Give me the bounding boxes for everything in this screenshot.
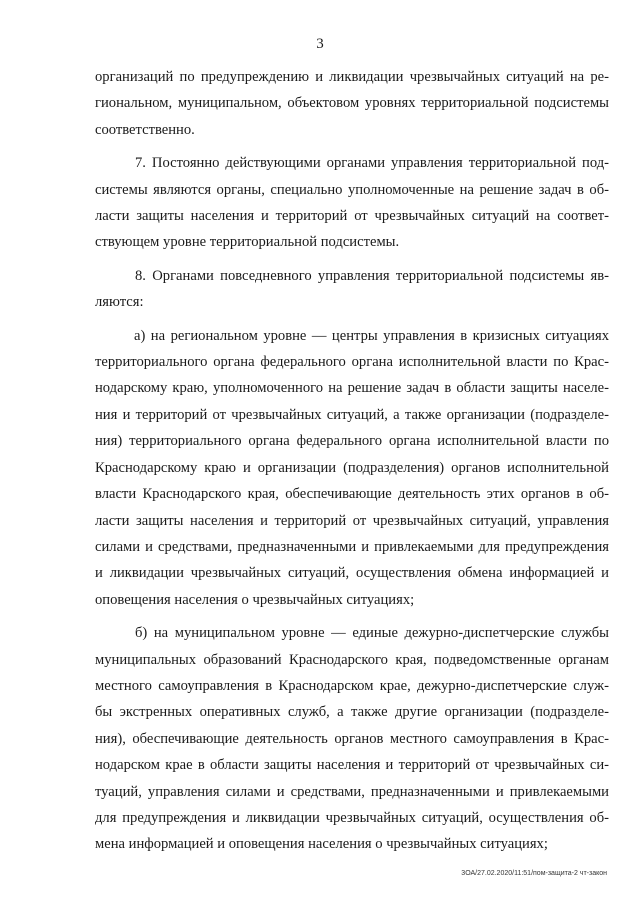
text-line: для предупреждения и ликвидации чрезвычайных ситуаций, осуществления об- (95, 809, 609, 826)
page-number: 3 (316, 36, 324, 52)
text-line: гиональном, муниципальном, объектовом уровнях территориальной подсистемы (95, 95, 609, 112)
text-line: территориального органа федерального органа исполнительной власти по Крас- (95, 354, 609, 371)
text-line: ласти защиты населения и территорий от чрезвычайных ситуаций, управления (95, 512, 609, 529)
text-line: силами и средствами, предназначенными и привлекаемыми для предупреждения (95, 538, 609, 555)
footer-stamp: 3ОА/27.02.2020/11:51/пом-защита-2 чт-закон (461, 870, 607, 877)
text-line: ния) территориального органа федерального органа исполнительной власти по (95, 433, 609, 450)
text-line: б) на муниципальном уровне — единые дежурно-диспетчерские службы (135, 625, 609, 642)
text-line: 8. Органами повседневного управления территориальной подсистемы яв- (135, 267, 609, 284)
text-line: ния и территорий от чрезвычайных ситуаций, а также организации (подразделе- (95, 406, 609, 423)
text-line: местного самоуправления в Краснодарском крае, дежурно-диспетчерские служ- (95, 677, 609, 694)
paragraph-8 (95, 263, 609, 316)
document-body (95, 64, 609, 858)
text-line: Краснодарскому краю и организации (подразделения) органов исполнительной (95, 459, 609, 476)
text-line: нодарскому краю, уполномоченного на решение задач в области защиты населе- (95, 380, 609, 397)
text-line: власти Краснодарского края, обеспечивающие деятельность этих органов в об- (95, 486, 609, 503)
paragraph-continuation (95, 64, 609, 143)
paragraph-8b (95, 620, 609, 858)
text-line: ствующем уровне территориальной подсистемы. (95, 234, 400, 251)
text-line: организаций по предупреждению и ликвидации чрезвычайных ситуаций на ре- (95, 69, 609, 85)
text-line: соответственно. (95, 121, 195, 138)
text-line: и ликвидации чрезвычайных ситуаций, осуществления обмена информацией и (95, 565, 609, 582)
text-line: туаций, управления силами и средствами, предназначенными и привлекаемыми (95, 783, 609, 800)
text-line: ния), обеспечивающие деятельность органов местного самоуправления в Крас- (95, 730, 609, 747)
paragraph-8a (95, 323, 609, 613)
text-line: ласти защиты населения и территорий от чрезвычайных ситуаций на соответ- (95, 208, 609, 225)
text-line: муниципальных образований Краснодарского края, подведомственные органам (95, 651, 609, 668)
text-line: оповещения населения о чрезвычайных ситуациях; (95, 591, 415, 608)
text-line: системы являются органы, специально уполномоченные на решение задач в об- (95, 181, 609, 198)
text-line: а) на региональном уровне — центры управления в кризисных ситуациях (134, 327, 609, 344)
paragraph-7 (95, 150, 609, 256)
text-line: мена информацией и оповещения населения о чрезвычайных ситуациях; (95, 836, 548, 853)
text-line: ляются: (95, 294, 144, 311)
text-line: 7. Постоянно действующими органами управления территориальной под- (135, 155, 609, 172)
text-line: бы экстренных оперативных служб, а также другие организации (подразделе- (95, 704, 609, 721)
text-line: нодарском крае в области защиты населения и территорий от чрезвычайных си- (95, 757, 609, 774)
